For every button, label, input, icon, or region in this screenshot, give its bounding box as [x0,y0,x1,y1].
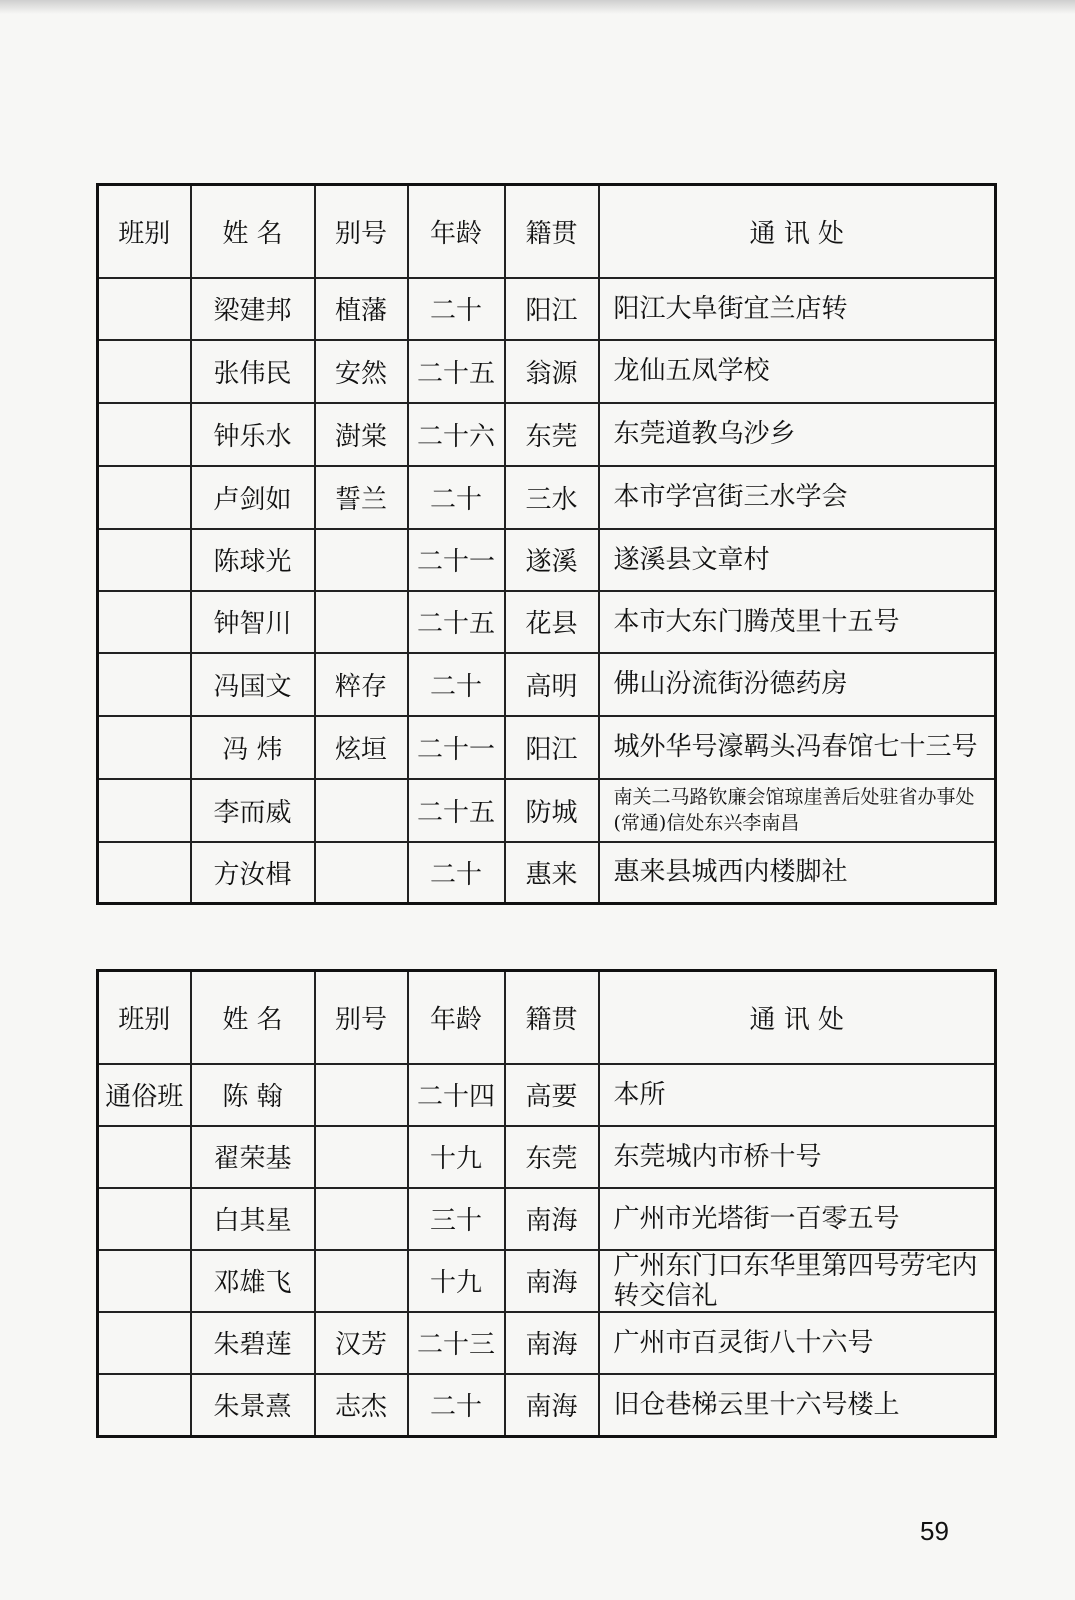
address-cell: 龙仙五凤学校 [599,340,996,403]
scan-edge [0,0,1075,14]
column-header-alias: 别号 [315,185,408,278]
column-header-age: 年龄 [408,185,505,278]
address-cell: 广州市光塔街一百零五号 [599,1188,996,1250]
name-cell: 梁建邦 [191,278,315,340]
native-place-cell: 高要 [505,1064,599,1126]
age-cell: 二十 [408,653,505,716]
name-cell: 钟乐水 [191,403,315,466]
age-cell: 二十 [408,278,505,340]
alias-cell [315,842,408,904]
alias-cell: 炫垣 [315,716,408,779]
address-cell: 惠来县城西内楼脚社 [599,842,996,904]
class-cell [98,1374,191,1437]
address-cell: 旧仓巷梯云里十六号楼上 [599,1374,996,1437]
name-cell: 朱景熹 [191,1374,315,1437]
table-row [98,1188,996,1250]
native-place-cell: 南海 [505,1250,599,1312]
class-cell: 通俗班 [98,1064,191,1126]
alias-cell: 澍棠 [315,403,408,466]
address-cell: 阳江大阜街宜兰店转 [599,278,996,340]
age-cell: 二十四 [408,1064,505,1126]
table-row [98,842,996,904]
column-header-name: 姓 名 [191,185,315,278]
column-header-name: 姓 名 [191,971,315,1064]
address-cell: 城外华号濠羁头冯春馆七十三号 [599,716,996,779]
class-cell [98,466,191,529]
native-place-cell: 翁源 [505,340,599,403]
address-cell: 遂溪县文章村 [599,529,996,591]
table-row [98,591,996,653]
table-row [98,1126,996,1188]
native-place-cell: 防城 [505,779,599,842]
name-cell: 翟荣基 [191,1126,315,1188]
column-header-alias: 别号 [315,971,408,1064]
name-cell: 张伟民 [191,340,315,403]
age-cell: 二十五 [408,340,505,403]
alias-cell [315,1250,408,1312]
native-place-cell: 东莞 [505,1126,599,1188]
alias-cell: 汉芳 [315,1312,408,1374]
table-row [98,779,996,842]
name-cell: 冯国文 [191,653,315,716]
roster-table-2 [96,969,997,1438]
alias-cell: 志杰 [315,1374,408,1437]
header-row [98,185,996,278]
alias-cell [315,779,408,842]
class-cell [98,529,191,591]
class-cell [98,1250,191,1312]
native-place-cell: 三水 [505,466,599,529]
name-cell: 陈 翰 [191,1064,315,1126]
table-row [98,1064,996,1126]
age-cell: 十九 [408,1126,505,1188]
native-place-cell: 阳江 [505,716,599,779]
alias-cell: 安然 [315,340,408,403]
name-cell: 卢剑如 [191,466,315,529]
age-cell: 二十 [408,466,505,529]
alias-cell [315,1064,408,1126]
page-number: 59 [920,1516,949,1546]
address-cell: 佛山汾流街汾德药房 [599,653,996,716]
table-row [98,1312,996,1374]
class-cell [98,340,191,403]
table-row [98,278,996,340]
alias-cell: 粹存 [315,653,408,716]
address-cell: 本市大东门腾茂里十五号 [599,591,996,653]
name-cell: 朱碧莲 [191,1312,315,1374]
alias-cell: 誓兰 [315,466,408,529]
alias-cell [315,529,408,591]
class-cell [98,403,191,466]
table-row [98,716,996,779]
native-place-cell: 南海 [505,1188,599,1250]
table-row [98,466,996,529]
native-place-cell: 阳江 [505,278,599,340]
roster-table-1 [96,183,997,905]
column-header-native-place: 籍贯 [505,971,599,1064]
name-cell: 方汝楫 [191,842,315,904]
age-cell: 二十 [408,1374,505,1437]
table-row [98,529,996,591]
alias-cell [315,591,408,653]
class-cell [98,779,191,842]
column-header-address: 通 讯 处 [599,185,996,278]
name-cell: 冯 炜 [191,716,315,779]
age-cell: 二十 [408,842,505,904]
name-cell: 李而威 [191,779,315,842]
column-header-class: 班别 [98,185,191,278]
column-header-class: 班别 [98,971,191,1064]
class-cell [98,591,191,653]
native-place-cell: 花县 [505,591,599,653]
address-cell: 本市学宫街三水学会 [599,466,996,529]
native-place-cell: 东莞 [505,403,599,466]
address-cell: 东莞道教乌沙乡 [599,403,996,466]
alias-cell: 植藩 [315,278,408,340]
name-cell: 钟智川 [191,591,315,653]
address-cell: 本所 [599,1064,996,1126]
table-row [98,403,996,466]
address-cell: 南关二马路钦廉会馆琼崖善后处驻省办事处(常通)信处东兴李南昌 [599,779,996,842]
age-cell: 二十三 [408,1312,505,1374]
alias-cell [315,1126,408,1188]
native-place-cell: 惠来 [505,842,599,904]
age-cell: 三十 [408,1188,505,1250]
native-place-cell: 南海 [505,1312,599,1374]
class-cell [98,1126,191,1188]
age-cell: 二十一 [408,529,505,591]
table-row [98,340,996,403]
alias-cell [315,1188,408,1250]
class-cell [98,842,191,904]
age-cell: 二十一 [408,716,505,779]
table-row [98,1250,996,1312]
age-cell: 二十五 [408,591,505,653]
table-row [98,1374,996,1437]
address-cell: 广州市百灵街八十六号 [599,1312,996,1374]
age-cell: 十九 [408,1250,505,1312]
header-row [98,971,996,1064]
column-header-address: 通 讯 处 [599,971,996,1064]
class-cell [98,278,191,340]
name-cell: 邓雄飞 [191,1250,315,1312]
name-cell: 陈球光 [191,529,315,591]
native-place-cell: 遂溪 [505,529,599,591]
native-place-cell: 南海 [505,1374,599,1437]
class-cell [98,1312,191,1374]
table-row [98,653,996,716]
column-header-native-place: 籍贯 [505,185,599,278]
class-cell [98,1188,191,1250]
age-cell: 二十六 [408,403,505,466]
class-cell [98,653,191,716]
class-cell [98,716,191,779]
column-header-age: 年龄 [408,971,505,1064]
native-place-cell: 高明 [505,653,599,716]
address-cell: 广州东门口东华里第四号劳宅内转交信礼 [599,1250,996,1312]
address-cell: 东莞城内市桥十号 [599,1126,996,1188]
age-cell: 二十五 [408,779,505,842]
name-cell: 白其星 [191,1188,315,1250]
